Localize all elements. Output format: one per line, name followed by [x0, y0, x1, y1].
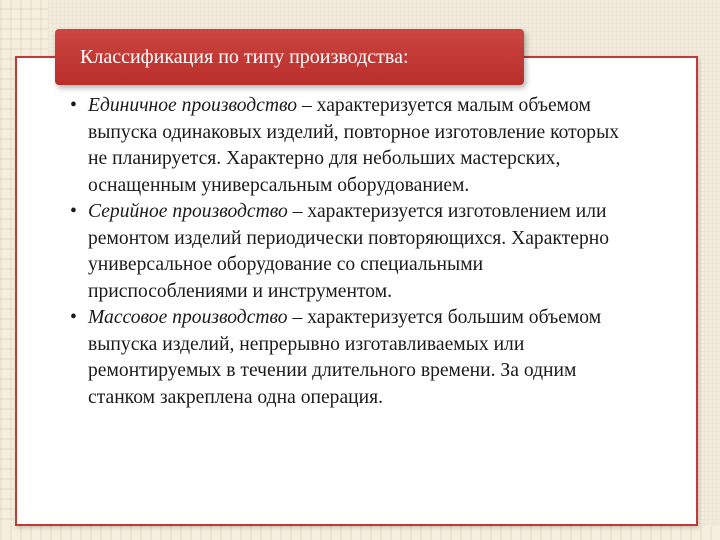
title-banner [55, 29, 524, 85]
bullet-icon: • [70, 201, 77, 222]
list-item [70, 305, 640, 411]
bullet-icon: • [70, 95, 77, 116]
item-description: – характеризуется малым объемом выпуска одинаковых изделий, повторное изготовление которых не планируется. Характерно для небольших мастерских, оснащенным универсальным оборудованием. [88, 95, 620, 196]
item-description: – характеризуется большим объемом выпуска изделий, непрерывно изготавливаемых или ремонтируемых в течении длительного времени. За одним станком закреплена одна операция. [88, 307, 602, 408]
list-item [70, 93, 640, 199]
background-texture-bottom [0, 526, 720, 540]
item-description: – характеризуется изготовлением или ремонтом изделий периодически повторяющихся. Характерно универсальное оборудование со специальными приспособлениями и инструментом. [88, 201, 610, 302]
item-term: Массовое производство [88, 307, 288, 328]
item-term: Единичное производство [88, 95, 298, 116]
bullet-icon: • [70, 307, 77, 328]
page-title: Классификация по типу производства: [80, 46, 409, 68]
item-term: Серийное производство [88, 201, 288, 222]
bullet-list [70, 93, 640, 411]
list-item [70, 199, 640, 305]
